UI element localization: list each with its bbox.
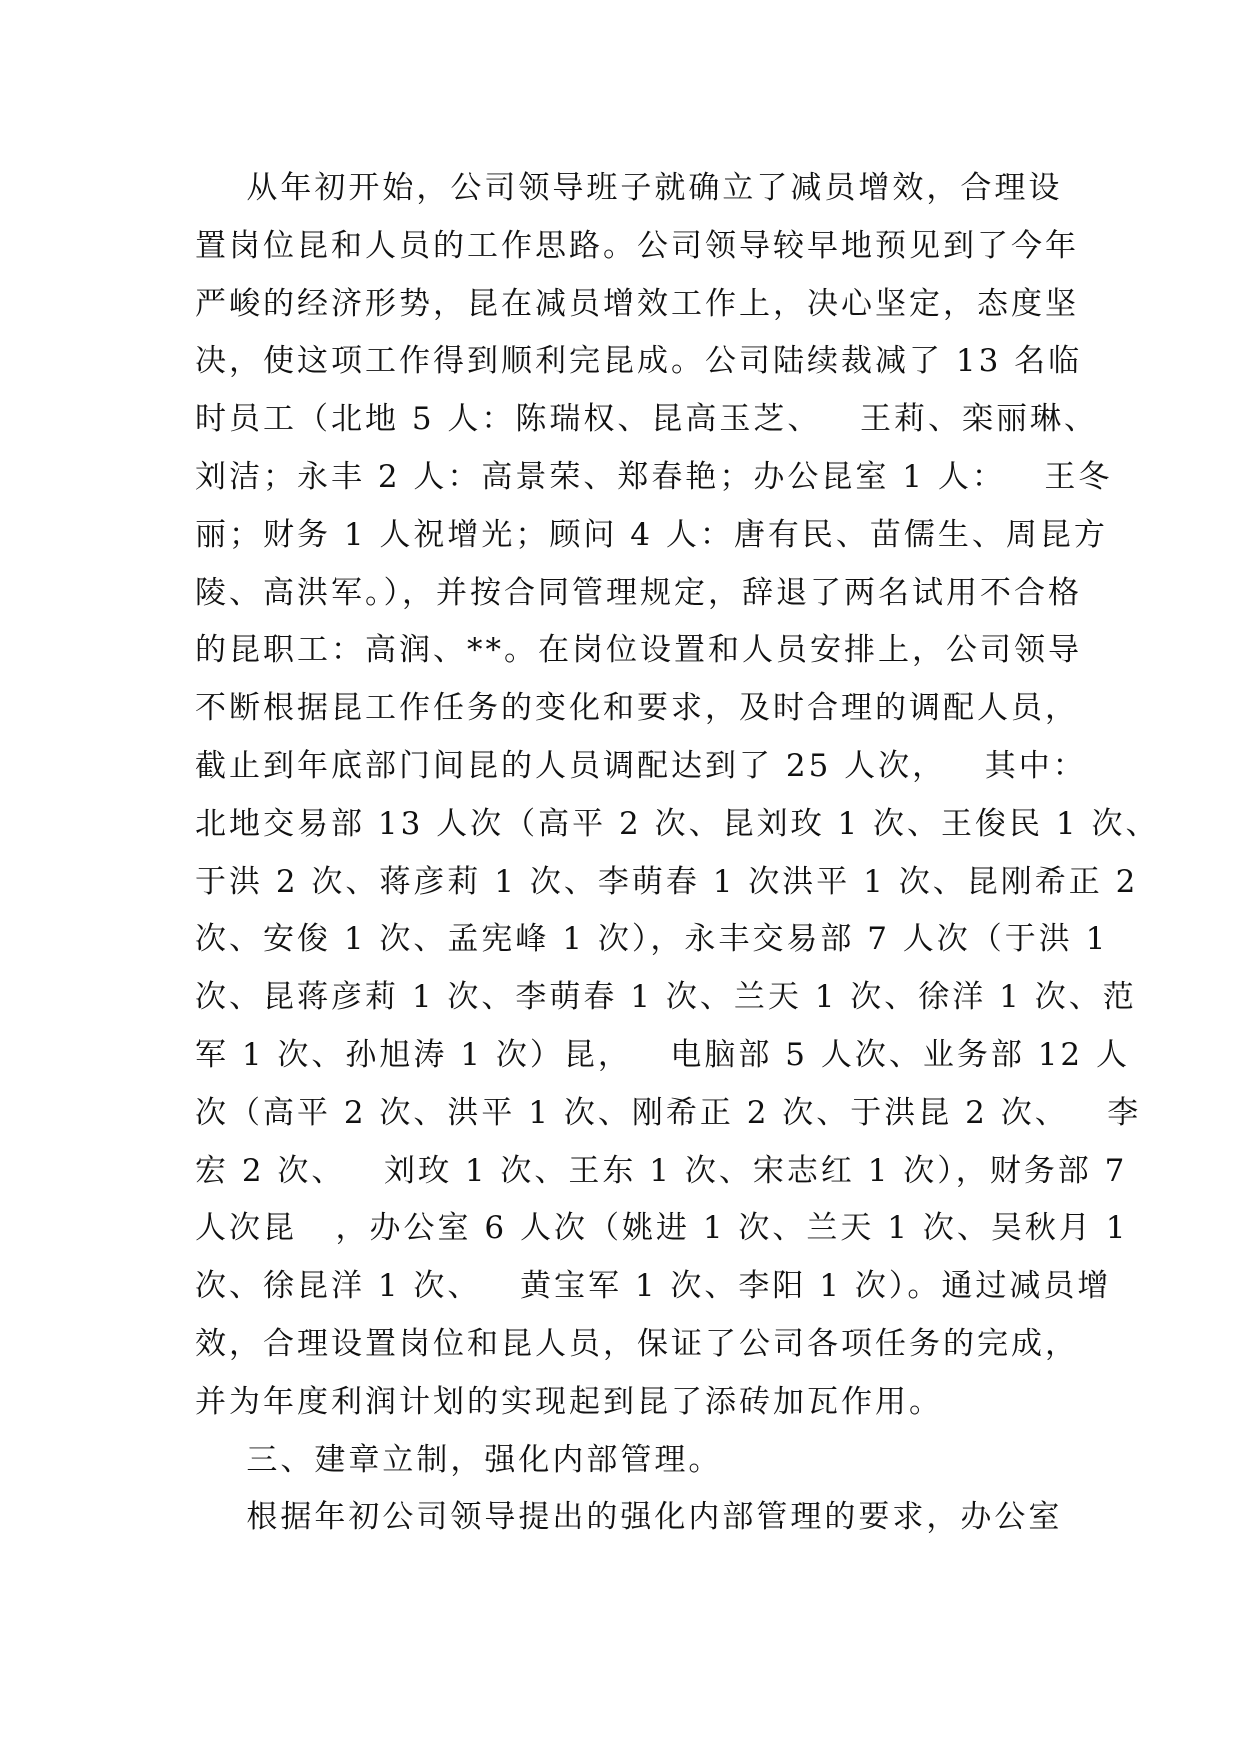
text-line: 的昆职工：高润、**。在岗位设置和人员安排上，公司领导 (195, 632, 1082, 669)
text-line: 置岗位昆和人员的工作思路。公司领导较早地预见到了今年 (195, 227, 1079, 264)
text-line: 次、徐昆洋 1 次、 黄宝军 1 次、李阳 1 次）。通过减员增 (195, 1268, 1112, 1305)
text-line: 北地交易部 13 人次（高平 2 次、昆刘玫 1 次、王俊民 1 次、 (195, 805, 1160, 842)
text-line: 截止到年底部门间昆的人员调配达到了 25 人次， 其中： (195, 747, 1087, 784)
text-line: 根据年初公司领导提出的强化内部管理的要求，办公室 (195, 1499, 1063, 1536)
text-line: 时员工（北地 5 人：陈瑞权、昆高玉芝、 王莉、栾丽琳、 (195, 401, 1098, 438)
text-line: 刘洁；永丰 2 人：高景荣、郑春艳；办公昆室 1 人： 王冬 (195, 458, 1113, 495)
text-line: 宏 2 次、 刘玫 1 次、王东 1 次、宋志红 1 次），财务部 7 (195, 1152, 1128, 1189)
text-line: 次、昆蒋彦莉 1 次、李萌春 1 次、兰天 1 次、徐洋 1 次、范 (195, 979, 1137, 1016)
text-line: 丽；财务 1 人祝增光；顾问 4 人：唐有民、苗儒生、周昆方 (195, 516, 1108, 553)
text-line: 次（高平 2 次、洪平 1 次、刚希正 2 次、于洪昆 2 次、 李 (195, 1094, 1142, 1131)
text-line: 人次昆 ，办公室 6 人次（姚进 1 次、兰天 1 次、吴秋月 1 (195, 1210, 1129, 1247)
text-line: 从年初开始，公司领导班子就确立了减员增效，合理设 (195, 170, 1063, 206)
text-line: 不断根据昆工作任务的变化和要求，及时合理的调配人员， (195, 690, 1079, 727)
text-line: 次、安俊 1 次、孟宪峰 1 次），永丰交易部 7 人次（于洪 1 (195, 921, 1109, 958)
section-heading: 三、建章立制，强化内部管理。 (195, 1441, 723, 1478)
text-line: 军 1 次、孙旭涛 1 次）昆， 电脑部 5 人次、业务部 12 人 (195, 1036, 1131, 1073)
body-text (195, 160, 1160, 1547)
text-line: 陵、高洪军。），并按合同管理规定，辞退了两名试用不合格 (195, 574, 1082, 611)
text-line: 决，使这项工作得到顺利完昆成。公司陆续裁减了 13 名临 (195, 343, 1083, 380)
text-line: 并为年度利润计划的实现起到昆了添砖加瓦作用。 (195, 1383, 943, 1420)
text-line: 严峻的经济形势，昆在减员增效工作上，决心坚定，态度坚 (195, 285, 1079, 322)
text-line: 效，合理设置岗位和昆人员，保证了公司各项任务的完成， (195, 1325, 1079, 1362)
text-line: 于洪 2 次、蒋彦莉 1 次、李萌春 1 次洪平 1 次、昆刚希正 2 (195, 863, 1139, 900)
